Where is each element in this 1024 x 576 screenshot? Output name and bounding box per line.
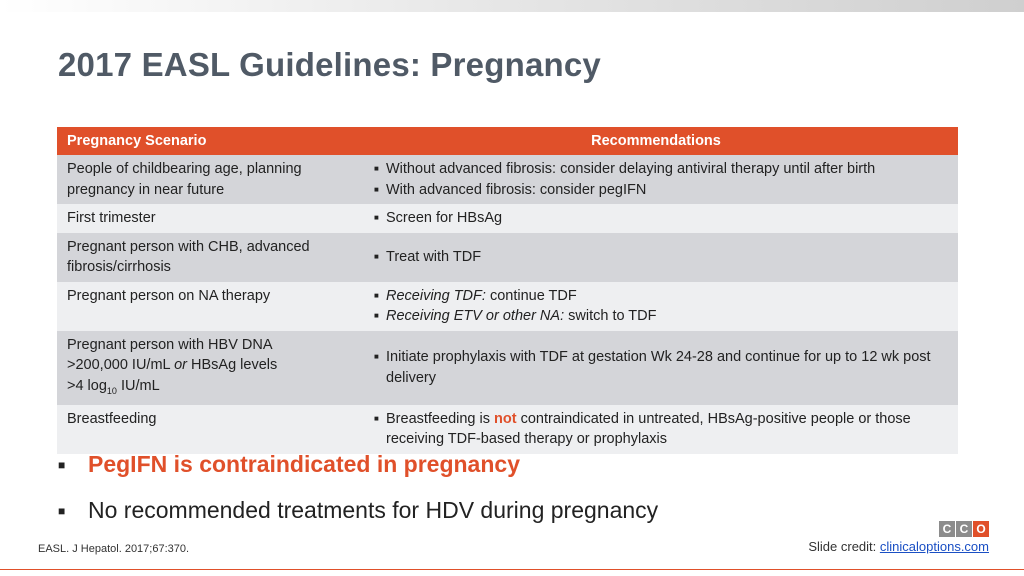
logo-letter: C bbox=[956, 521, 972, 537]
logo-letter: O bbox=[973, 521, 989, 537]
scenario-cell: First trimester bbox=[57, 204, 354, 233]
top-gradient-bar bbox=[0, 0, 1024, 12]
slide-credit bbox=[808, 539, 989, 554]
recommendation-item: With advanced fibrosis: consider pegIFN bbox=[386, 181, 647, 198]
citation: EASL. J Hepatol. 2017;67:370. bbox=[38, 543, 190, 555]
bullet-text: PegIFN is contraindicated in pregnancy bbox=[88, 451, 520, 477]
recommendations-table bbox=[57, 127, 958, 454]
recommendation-text: contraindicated in untreated, HBsAg-positive people or those receiving TDF-based therapy or prophylaxis bbox=[386, 410, 911, 448]
recommendation-cell bbox=[354, 331, 958, 405]
scenario-line: >4 log bbox=[67, 377, 107, 394]
bullet-icon: ■ bbox=[374, 251, 379, 261]
bullet-text: No recommended treatments for HDV during pregnancy bbox=[88, 497, 659, 523]
cco-logo bbox=[939, 521, 989, 537]
bullet-icon: ■ bbox=[374, 352, 379, 362]
bullet-icon: ■ bbox=[374, 184, 379, 194]
recommendation-text: switch to TDF bbox=[564, 308, 657, 324]
bullet-icon: ■ bbox=[58, 457, 66, 472]
bullet-hdv bbox=[58, 497, 658, 524]
table-row bbox=[57, 405, 958, 454]
recommendation-cell bbox=[354, 405, 958, 454]
table-row bbox=[57, 331, 958, 405]
recommendation-cell bbox=[354, 233, 958, 282]
scenario-cell: People of childbearing age, planning pregnancy in near future bbox=[57, 155, 354, 204]
scenario-cell: Breastfeeding bbox=[57, 405, 354, 454]
bullet-icon: ■ bbox=[374, 311, 379, 320]
scenario-cell: Pregnant person on NA therapy bbox=[57, 282, 354, 331]
scenario-line: IU/mL bbox=[116, 377, 160, 394]
recommendation-item: Without advanced fibrosis: consider delaying antiviral therapy until after birth bbox=[386, 161, 876, 177]
credit-link[interactable]: clinicaloptions.com bbox=[879, 539, 989, 554]
bottom-rule bbox=[0, 569, 1024, 570]
bullet-icon: ■ bbox=[374, 164, 379, 173]
recommendation-item bbox=[386, 409, 948, 450]
recommendation-text: Breastfeeding is bbox=[386, 410, 495, 427]
recommendation-item bbox=[386, 286, 948, 307]
recommendation-item: Treat with TDF bbox=[386, 248, 482, 265]
recommendation-cell bbox=[354, 282, 958, 331]
recommendation-cell bbox=[354, 204, 958, 233]
recommendation-item: Initiate prophylaxis with TDF at gestation Wk 24-28 and continue for up to 12 wk post delivery bbox=[386, 349, 931, 386]
recommendation-cell bbox=[354, 155, 958, 204]
recommendation-item: Screen for HBsAg bbox=[386, 210, 503, 226]
table-row bbox=[57, 282, 958, 331]
scenario-cell: Pregnant person with CHB, advanced fibrosis/cirrhosis bbox=[57, 233, 354, 282]
recommendation-text: continue TDF bbox=[485, 287, 577, 304]
header-recommendations: Recommendations bbox=[354, 127, 958, 155]
recommendation-item bbox=[386, 306, 948, 327]
table-row bbox=[57, 233, 958, 282]
bullet-icon: ■ bbox=[58, 503, 66, 518]
logo-letter: C bbox=[939, 521, 955, 537]
emphasis-text: or bbox=[174, 357, 187, 373]
table-header-row bbox=[57, 127, 958, 155]
bullet-icon: ■ bbox=[374, 213, 379, 222]
scenario-line: >200,000 IU/mL bbox=[67, 357, 175, 373]
table-row bbox=[57, 155, 958, 204]
slide-title: 2017 EASL Guidelines: Pregnancy bbox=[58, 46, 601, 83]
bullet-pegifn bbox=[58, 451, 520, 478]
scenario-line: HBsAg levels bbox=[186, 357, 278, 373]
scenario-cell bbox=[57, 331, 354, 405]
credit-label: Slide credit: bbox=[808, 539, 880, 554]
scenario-line: Pregnant person with HBV DNA bbox=[67, 336, 273, 353]
emphasis-not: not bbox=[494, 410, 517, 427]
header-scenario: Pregnancy Scenario bbox=[57, 127, 354, 155]
emphasis-text: Receiving ETV or other NA: bbox=[386, 308, 565, 324]
bullet-icon: ■ bbox=[374, 413, 379, 423]
bullet-icon: ■ bbox=[374, 290, 379, 300]
emphasis-text: Receiving TDF: bbox=[386, 287, 486, 304]
subscript: 10 bbox=[106, 385, 117, 396]
table-row bbox=[57, 204, 958, 233]
